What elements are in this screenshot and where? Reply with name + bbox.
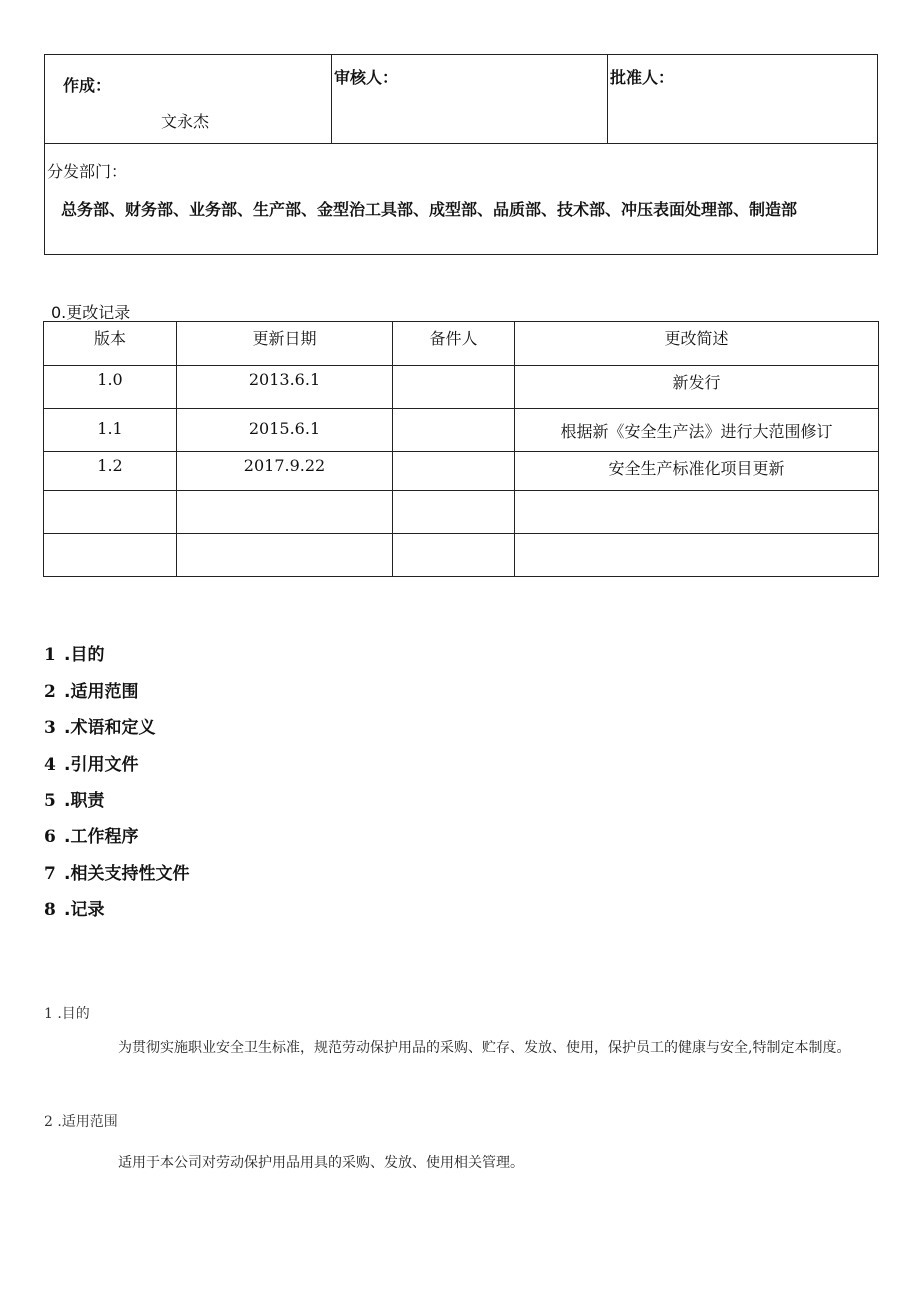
table-cell <box>44 491 177 534</box>
table-cell: 1.2 <box>44 452 177 491</box>
reviewer-label: 审核人： <box>334 68 399 87</box>
table-row <box>44 452 879 491</box>
table-row <box>44 491 879 534</box>
table-cell: 2013.6.1 <box>177 366 393 409</box>
table-cell <box>393 409 515 452</box>
change-log-title: 0.更改记录 <box>51 303 131 322</box>
table-cell: 根据新《安全生产法》进行大范围修订 <box>515 409 879 452</box>
author-cell <box>45 55 332 144</box>
table-cell <box>393 534 515 577</box>
author-label: 作成： <box>63 76 112 95</box>
reviewer-cell <box>332 55 608 144</box>
outline-item: 6 .工作程序 <box>44 827 139 847</box>
outline-item: 2 .适用范围 <box>44 682 139 702</box>
change-log-table <box>43 321 879 577</box>
outline-item: 5 .职责 <box>44 791 105 811</box>
table-cell <box>393 366 515 409</box>
table-cell <box>515 534 879 577</box>
table-cell: 安全生产标准化项目更新 <box>515 452 879 491</box>
section-heading: 2 .适用范围 <box>44 1114 118 1130</box>
outline-item: 4 .引用文件 <box>44 755 139 775</box>
outline-item: 8 .记录 <box>44 900 105 920</box>
column-header: 更新日期 <box>177 322 393 366</box>
table-cell: 1.0 <box>44 366 177 409</box>
table-cell <box>393 491 515 534</box>
table-cell: 1.1 <box>44 409 177 452</box>
table-cell <box>177 491 393 534</box>
department-list: 总务部、财务部、业务部、生产部、金型治工具部、成型部、品质部、技术部、冲压表面处理部、制造部 <box>61 200 798 219</box>
table-cell: 2017.9.22 <box>177 452 393 491</box>
table-cell: 2015.6.1 <box>177 409 393 452</box>
table-cell <box>177 534 393 577</box>
distribution-cell <box>45 144 878 255</box>
approval-table <box>44 54 878 255</box>
table-header-row <box>44 322 879 366</box>
approver-cell <box>608 55 878 144</box>
outline-item: 1 .目的 <box>44 645 105 665</box>
table-cell <box>44 534 177 577</box>
table-cell <box>515 491 879 534</box>
column-header: 备件人 <box>393 322 515 366</box>
section-paragraph: 适用于本公司对劳动保护用品用具的采购、发放、使用相关管理。 <box>118 1155 524 1171</box>
outline-item: 7 .相关支持性文件 <box>44 864 190 884</box>
table-row <box>44 534 879 577</box>
column-header: 版本 <box>44 322 177 366</box>
section-paragraph: 为贯彻实施职业安全卫生标准，规范劳动保护用品的采购、贮存、发放、使用，保护员工的健康与安全,特制定本制度。 <box>118 1040 851 1056</box>
table-cell: 新发行 <box>515 366 879 409</box>
table-row <box>44 409 879 452</box>
table-cell <box>393 452 515 491</box>
approver-label: 批准人： <box>610 68 675 87</box>
table-row <box>44 366 879 409</box>
outline-item: 3 .术语和定义 <box>44 718 156 738</box>
column-header: 更改简述 <box>515 322 879 366</box>
section-heading: 1 .目的 <box>44 1006 90 1022</box>
author-name: 文永杰 <box>161 112 210 131</box>
distribution-label: 分发部门： <box>47 162 128 181</box>
